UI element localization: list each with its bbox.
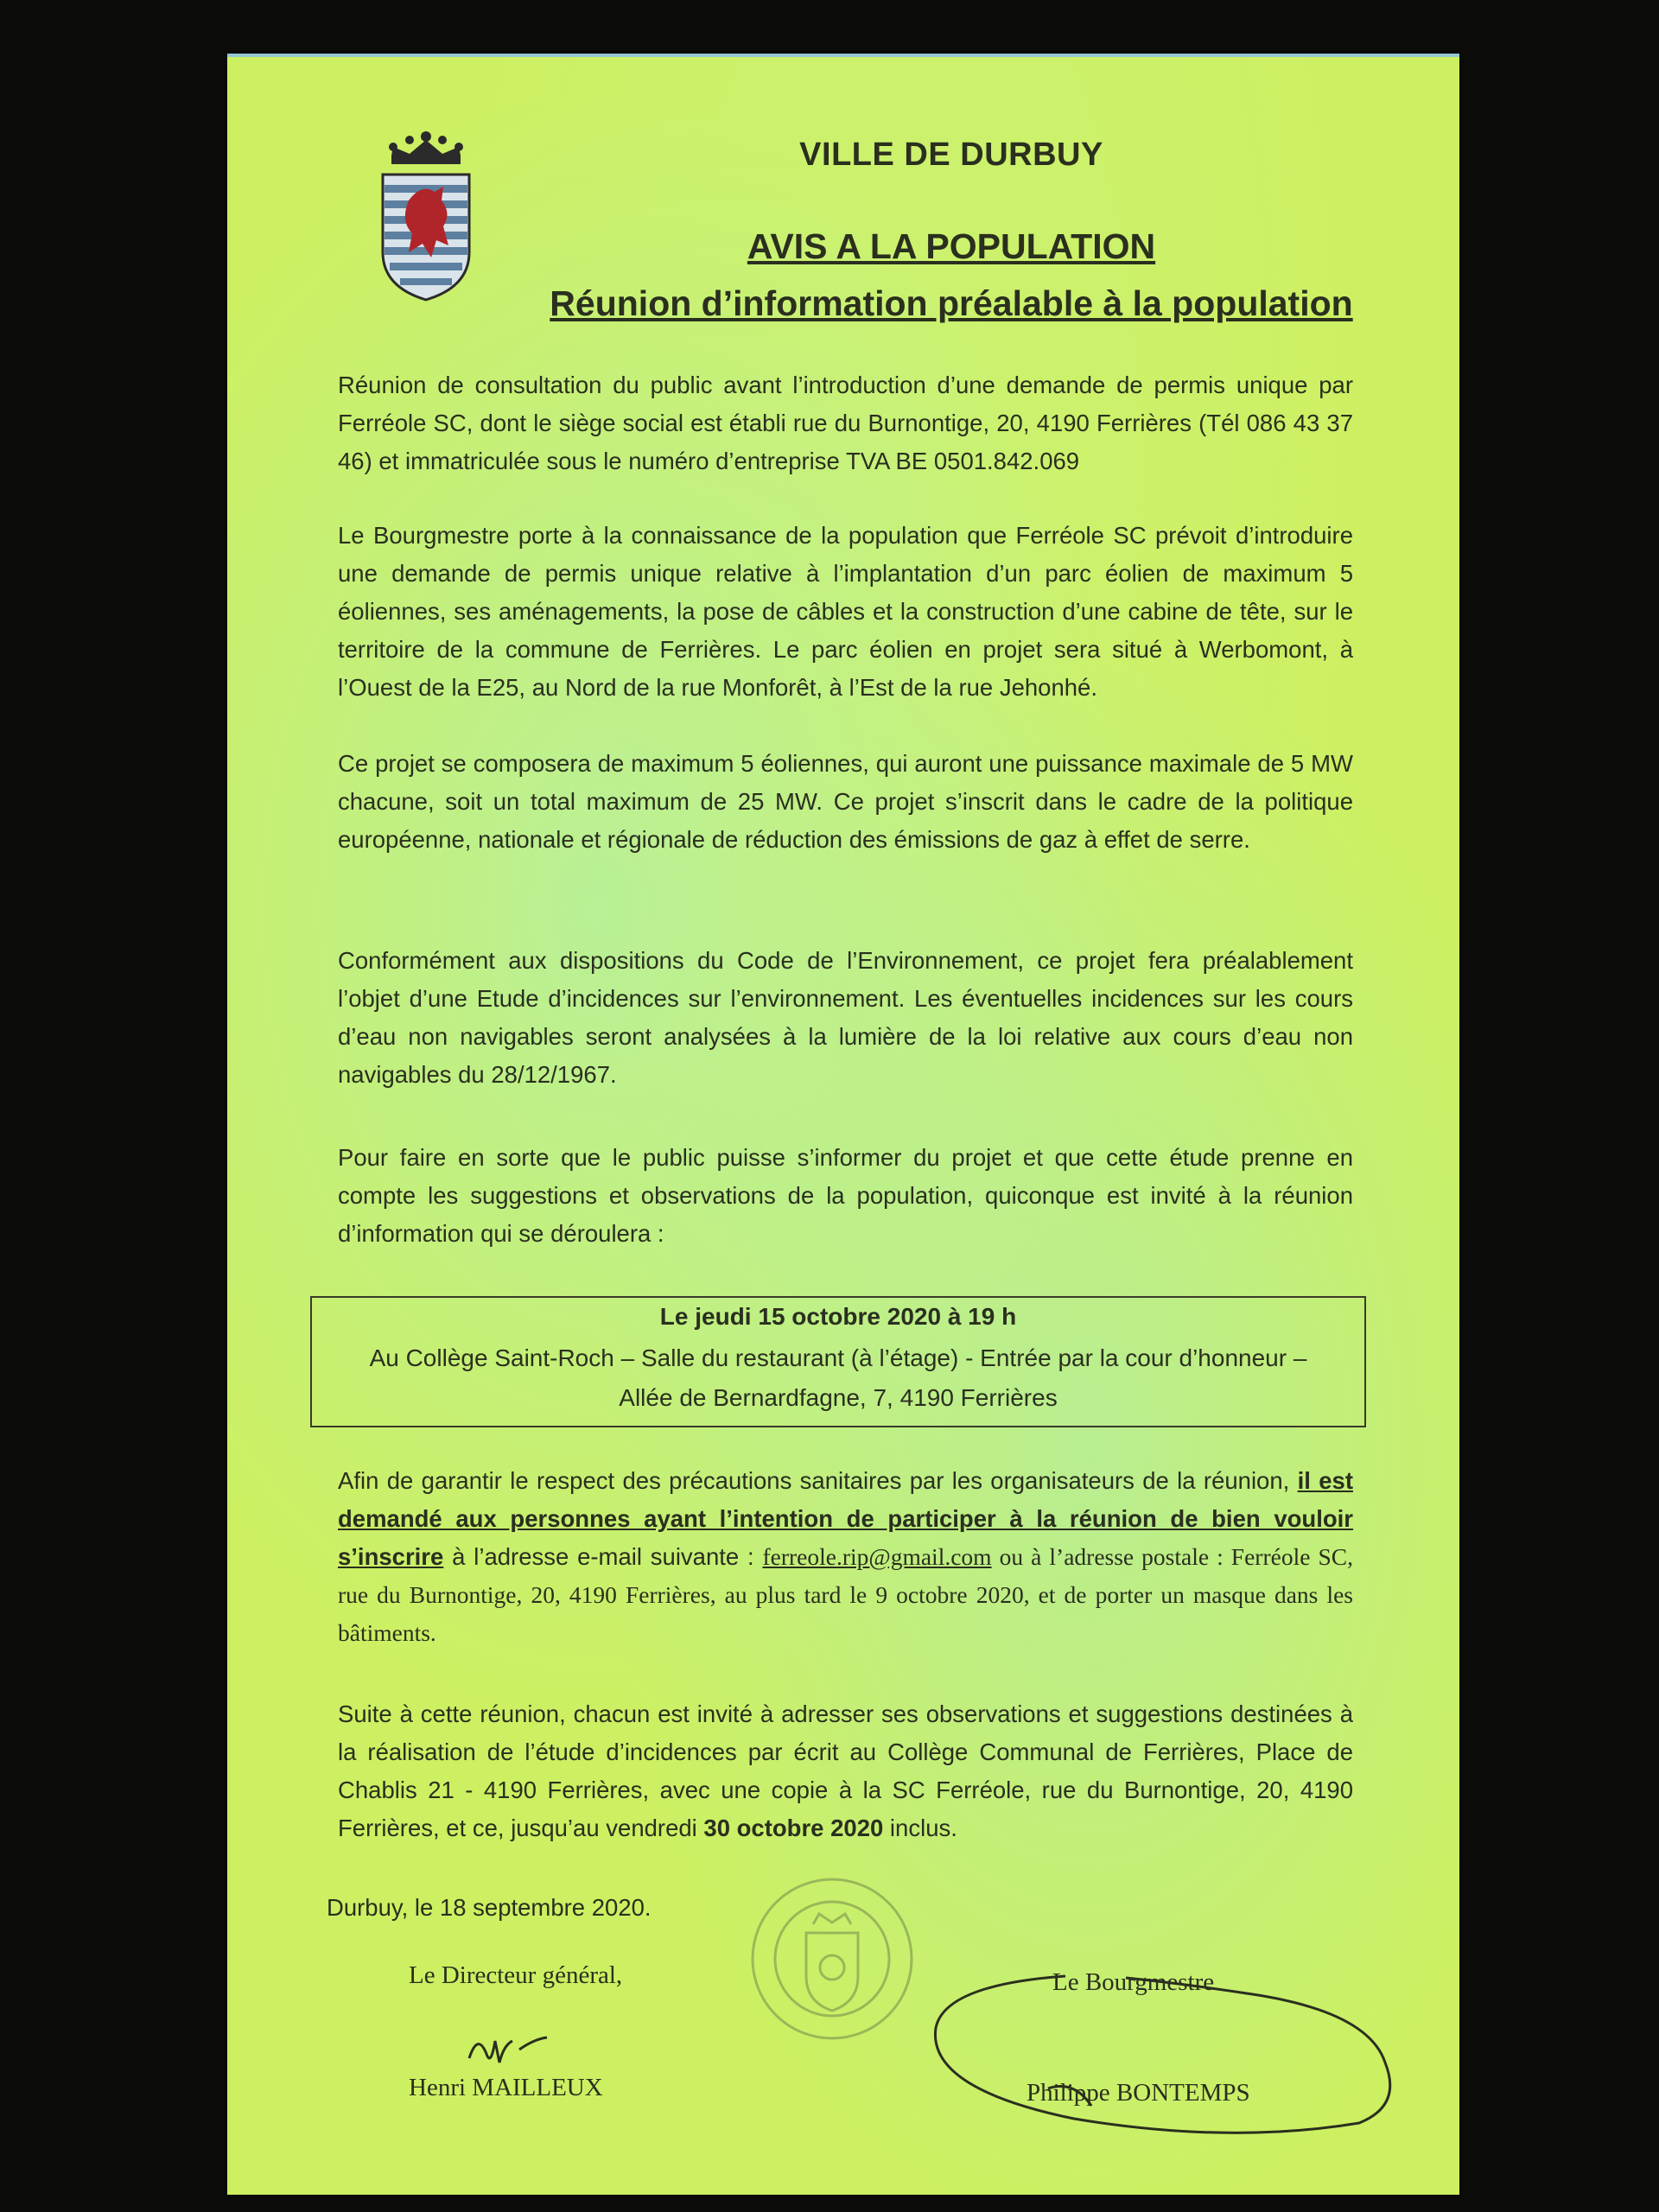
observations-text: Suite à cette réunion, chacun est invité à adresser ses observations et suggestions destinées à la réalisation de l’étude d’incidences par écrit au Collège Communal de Ferrières, Place de Chablis 21 - 4190 Ferrières, avec une copie à la SC Ferréole, rue du Burnontige, 20, 4190 Ferrières, et ce, jusqu’au vendredi: [338, 1700, 1353, 1841]
notice-poster: [227, 54, 1459, 2195]
mayor-name: Philippe BONTEMPS: [1027, 2079, 1250, 2107]
paragraph-consultation: Réunion de consultation du public avant l’introduction d’une demande de permis unique par Ferréole SC, dont le siège social est établi rue du Burnontige, 20, 4190 Ferrières (Tél 086 43 37 46) et immatriculée sous le numéro d’entreprise TVA BE 0501.842.069: [338, 372, 1353, 474]
director-name: Henri MAILLEUX: [409, 2074, 603, 2101]
meeting-place: Au Collège Saint-Roch – Salle du restaurant (à l’étage) - Entrée par la cour d’honneur –: [369, 1344, 1307, 1371]
meeting-box: [310, 1296, 1366, 1427]
paragraph-project: Ce projet se composera de maximum 5 éoliennes, qui auront une puissance maximale de 5 MW chacune, soit un total maximum de 25 MW. Ce projet s’inscrit dans le cadre de la politique européenne, nationale et régionale de réduction des émissions de gaz à effet de serre.: [338, 750, 1353, 853]
paragraph-announcement: Le Bourgmestre porte à la connaissance de la population que Ferréole SC prévoit d’introduire une demande de permis unique relative à l’implantation d’un parc éolien de maximum 5 éoliennes, ses aménagements, la pose de câbles et la construction d’une cabine de tête, sur le territoire de la commune de Ferrières. Le parc éolien en projet sera situé à Werbomont, à l’Ouest de la E25, au Nord de la rue Monforêt, à l’Est de la rue Jehonhé.: [338, 522, 1353, 701]
observations-deadline: 30 octobre 2020: [703, 1815, 884, 1841]
registration-intro: Afin de garantir le respect des précautions sanitaires par les organisateurs de la réunion,: [338, 1467, 1298, 1494]
paragraph-environment: Conformément aux dispositions du Code de l’Environnement, ce projet fera préalablement l’objet d’une Etude d’incidences sur l’environnement. Les éventuelles incidences sur les cours d’eau non navigables seront analysées à la lumière de la loi relative aux cours d’eau non navigables du 28/12/1967.: [338, 947, 1353, 1088]
meeting-address: Allée de Bernardfagne, 7, 4190 Ferrières: [619, 1384, 1058, 1411]
registration-requirement: il est demandé aux personnes ayant l’intention de participer à la réunion de bien vouloir s’inscrire: [338, 1467, 1353, 1570]
commune-seal-icon: [746, 1872, 918, 2045]
city-name: VILLE DE DURBUY: [799, 137, 1103, 173]
registration-email: ferreole.rip@gmail.com: [762, 1543, 992, 1570]
director-signature: [452, 2015, 582, 2075]
paragraph-registration: [338, 1462, 1353, 1652]
meeting-date: Le jeudi 15 octobre 2020 à 19 h: [659, 1303, 1017, 1330]
mayor-title: Le Bourgmestre: [1052, 1968, 1215, 1996]
mayor-signature: [918, 1959, 1402, 2140]
paragraph-observations: [338, 1695, 1353, 1847]
paragraph-invitation: Pour faire en sorte que le public puisse s’informer du projet et que cette étude prenne en compte les suggestions et observations de la population, quiconque est invité à la réunion d’information qui se déroulera :: [338, 1144, 1353, 1247]
observations-end: inclus.: [883, 1815, 957, 1841]
registration-mid: à l’adresse e-mail suivante :: [443, 1543, 763, 1570]
notice-subtitle: Réunion d’information préalable à la population: [550, 283, 1353, 323]
director-title: Le Directeur général,: [409, 1961, 623, 1989]
notice-title: AVIS A LA POPULATION: [747, 226, 1156, 266]
registration-end: ou à l’adresse postale : Ferréole SC, rue du Burnontige, 20, 4190 Ferrières, au plus tard le 9 octobre 2020, et de porter un masque dans les bâtiments.: [338, 1543, 1353, 1646]
date-line: Durbuy, le 18 septembre 2020.: [327, 1894, 652, 1921]
